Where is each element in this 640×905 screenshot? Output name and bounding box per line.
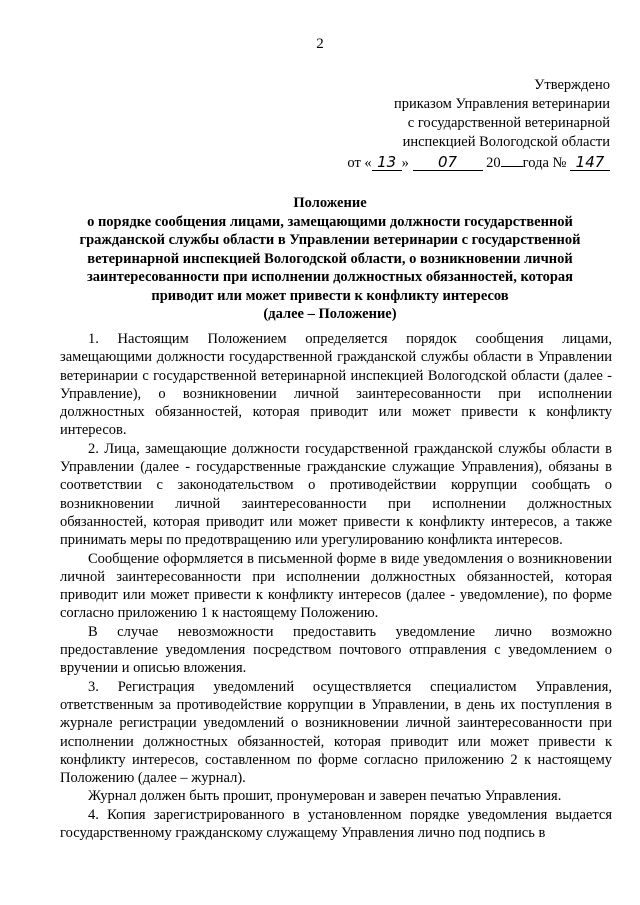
approval-line-1: Утверждено	[534, 77, 610, 93]
approval-line-4: инспекцией Вологодской области	[402, 134, 610, 150]
page-number: 2	[316, 36, 324, 52]
year-blank	[501, 152, 523, 167]
document-body	[60, 330, 612, 842]
approval-date-line	[330, 152, 610, 173]
paragraph-3: 3. Регистрация уведомлений осуществляется специалистом Управления, ответственным за противодействие коррупции в Управлении, в день их поступления в журнале регистрации уведомлений о возникновении личной заинтересованности при исполнении должностных обязанностей, которая приводит или может привести к конфликту интересов, составленном по форме согласно приложению 2 к настоящему Положению (далее – журнал).	[60, 678, 612, 787]
paragraph-3-journal: Журнал должен быть прошит, пронумерован и заверен печатью Управления.	[88, 788, 562, 805]
paragraph-2-notice: Сообщение оформляется в письменной форме в виде уведомления о возникновении личной заинтересованности при исполнении должностных обязанностей, которая приводит или может привести к конфликту интересов (далее - уведомление), по форме согласно приложению 1 к настоящему Положению.	[60, 550, 612, 622]
paragraph-4: 4. Копия зарегистрированного в установленном порядке уведомления выдается государственному гражданскому служащему Управления лично под подпись в	[60, 806, 612, 842]
title-line-4: заинтересованности при исполнении должностных обязанностей, которая	[86, 269, 574, 285]
paragraph-1: 1. Настоящим Положением определяется порядок сообщения лицами, замещающими должности государственной гражданской службы области в Управлении ветеринарии с государственной ветеринарной инспекцией Вологодской области (далее - Управление), о возникновении личной заинтересованности при исполнении должностных обязанностей, которая приводит или может привести к конфликту интересов.	[60, 331, 612, 439]
handwritten-month: 07	[413, 154, 483, 171]
handwritten-day: 13	[372, 154, 402, 171]
title-line-3: ветеринарной инспекцией Вологодской области, о возникновении личной	[87, 250, 573, 267]
approval-line-3: с государственной ветеринарной	[407, 115, 610, 131]
date-mid: »	[401, 155, 409, 171]
document-title	[40, 194, 620, 324]
handwritten-number: 147	[570, 154, 610, 171]
approval-stamp	[330, 76, 610, 173]
title-line-1: о порядке сообщения лицами, замещающими должности государственной	[87, 213, 573, 230]
date-prefix: от «	[347, 155, 372, 171]
paragraph-2: 2. Лица, замещающие должности государственной гражданской службы области в Управлении (далее - государственные гражданские служащие Управления), обязаны в соответствии с законодательством о противодействии коррупции сообщать о возникновении личной заинтересованности при исполнении должностных обязанностей, которая приводит или может привести к конфликту интересов, а также принимать меры по предотвращению или урегулированию конфликта интересов.	[60, 440, 612, 549]
approval-line-2: приказом Управления ветеринарии	[394, 96, 610, 112]
year-suffix: года №	[522, 155, 567, 171]
paragraph-2-postal: В случае невозможности предоставить уведомление лично возможно предоставление уведомления посредством почтового отправления с уведомлением о вручении и описью вложения.	[60, 623, 612, 677]
title-line-5: приводит или может привести к конфликту интересов	[151, 287, 509, 304]
title-line-6: (далее – Положение)	[263, 306, 397, 322]
title-heading: Положение	[293, 195, 367, 211]
year-prefix: 20	[486, 155, 501, 171]
title-line-2: гражданской службы области в Управлении ветеринарии с государственной	[79, 232, 581, 248]
